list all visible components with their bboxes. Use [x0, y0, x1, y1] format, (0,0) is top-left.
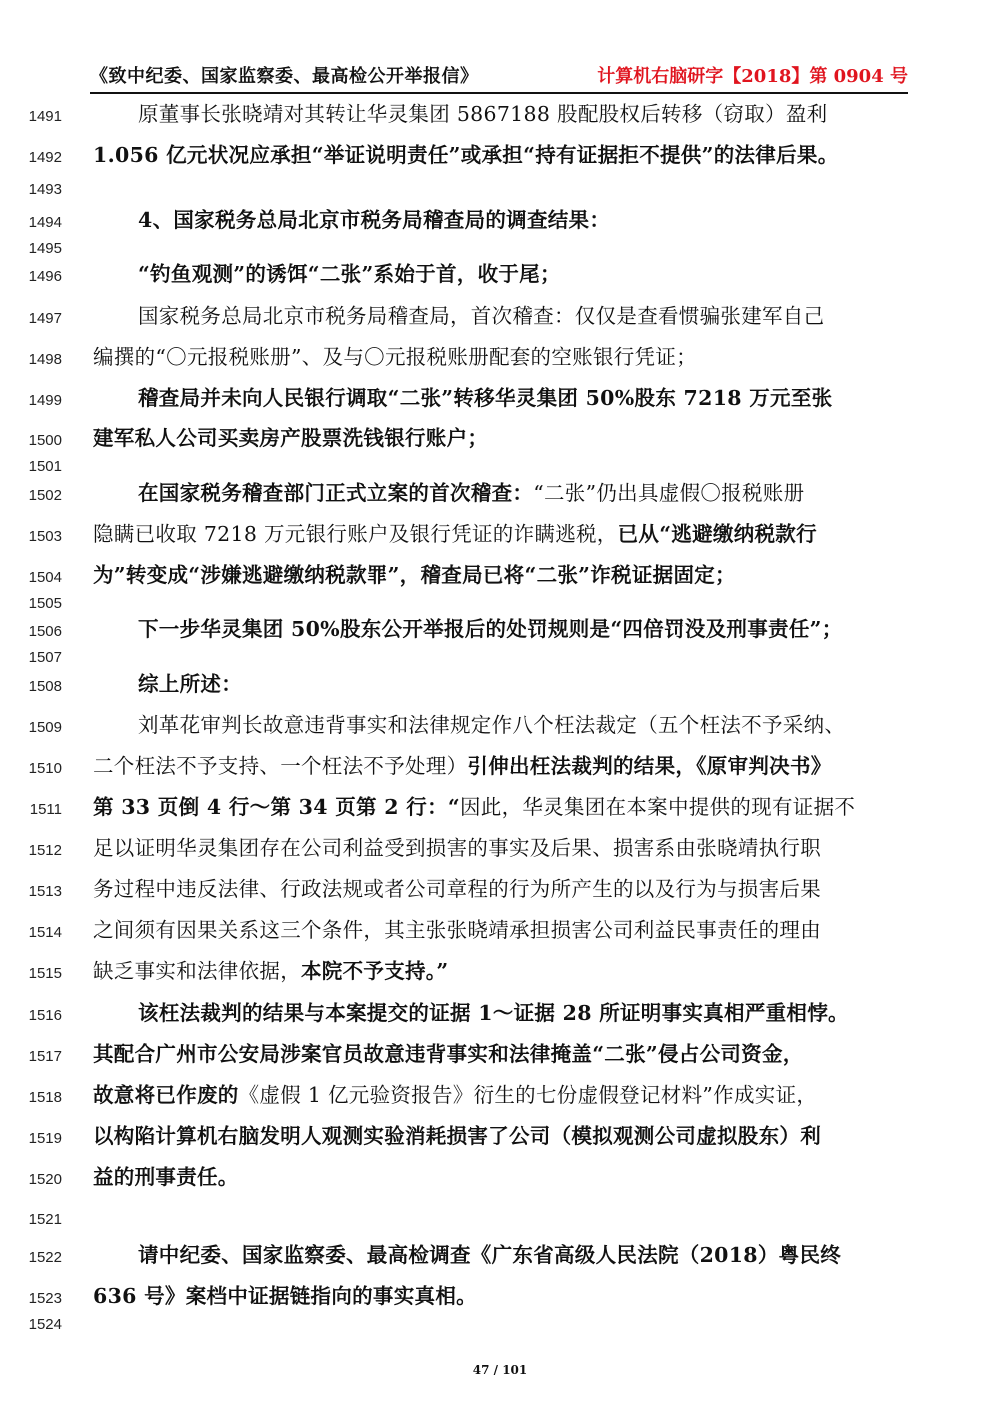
letter-title: 《致中纪委、国家监察委、最高检公开举报信》 [90, 66, 479, 87]
line-number: 1506 [28, 623, 62, 640]
text-line [93, 1080, 913, 1110]
page-number: 47 / 101 [472, 1363, 528, 1377]
text-segment: 已从“逃避缴纳税款行 [617, 522, 817, 546]
text-line: 为”转变成“涉嫌逃避缴纳税款罪”，稽查局已将“二张”诈税证据固定； [93, 563, 736, 587]
line-number: 1514 [28, 924, 62, 941]
text-segment: 引伸出枉法裁判的结果，《原审判决书》 [467, 754, 832, 778]
line-number: 1513 [28, 883, 62, 900]
text-line: 下一步华灵集团 50%股东公开举报后的处罚规则是“四倍罚没及刑事责任”； [138, 617, 843, 641]
line-number: 1495 [28, 240, 62, 257]
text-line [138, 478, 913, 508]
line-number: 1508 [28, 678, 62, 695]
text-line: 编撰的“〇元报税账册”、及与〇元报税账册配套的空账银行凭证； [93, 345, 697, 369]
text-line: 请中纪委、国家监察委、最高检调查《广东省高级人民法院（2018）粤民终 [138, 1243, 842, 1267]
text-line: 刘革花审判长故意违背事实和法律规定作八个枉法裁定（五个枉法不予采纳、 [138, 713, 846, 737]
line-number: 1493 [28, 181, 62, 198]
line-number: 1505 [28, 595, 62, 612]
text-segment: 缺乏事实和法律依据， [93, 959, 301, 983]
line-number: 1522 [28, 1249, 62, 1266]
text-line: 原董事长张晓靖对其转让华灵集团 5867188 股配股权后转移（窃取）盈利 [138, 102, 828, 126]
line-number: 1518 [28, 1089, 62, 1106]
line-number: 1520 [28, 1171, 62, 1188]
line-number: 1504 [28, 569, 62, 586]
text-line: 该枉法裁判的结果与本案提交的证据 1～证据 28 所证明事实真相严重相悖。 [138, 1001, 849, 1025]
text-line [93, 751, 913, 781]
text-line: 益的刑事责任。 [93, 1165, 239, 1189]
text-segment: 隐瞒已收取 7218 万元银行账户及银行凭证的诈瞒逃税， [93, 522, 618, 546]
line-number: 1503 [28, 528, 62, 545]
line-number: 1500 [28, 432, 62, 449]
text-line: 稽查局并未向人民银行调取“二张”转移华灵集团 50%股东 7218 万元至张 [138, 386, 833, 410]
text-segment: 本院不予支持。” [301, 959, 449, 983]
line-number: 1494 [28, 214, 62, 231]
text-segment: 故意将已作废的 [93, 1083, 239, 1107]
text-segment: 在国家税务稽查部门正式立案的首次稽查： [138, 481, 534, 505]
section-heading: 综上所述： [138, 672, 242, 696]
text-line [93, 956, 913, 986]
text-segment: 第 33 页倒 4 行～第 34 页第 2 行：“ [93, 795, 460, 819]
line-number: 1498 [28, 351, 62, 368]
document-number: 计算机右脑研字【2018】第 0904 号 [597, 66, 908, 87]
line-number: 1524 [28, 1316, 62, 1333]
text-line: 1.056 亿元状况应承担“举证说明责任”或承担“持有证据拒不提供”的法律后果。 [93, 143, 839, 167]
text-line [93, 519, 913, 549]
text-segment: 《虚假 1 亿元验资报告》衍生的七份虚假登记材料”作成实证， [238, 1083, 818, 1107]
text-line: 国家税务总局北京市税务局稽查局，首次稽查：仅仅是查看惯骗张建军自己 [138, 304, 825, 328]
line-number: 1521 [28, 1211, 62, 1228]
line-number: 1491 [28, 108, 62, 125]
line-number: 1510 [28, 760, 62, 777]
text-line: “钓鱼观测”的诱饵“二张”系始于首，收于尾； [138, 262, 561, 286]
text-line: 636 号》案档中证据链指向的事实真相。 [93, 1284, 477, 1308]
text-segment: 二个枉法不予支持、一个枉法不予处理） [93, 754, 468, 778]
line-number: 1492 [28, 149, 62, 166]
page-header [90, 62, 908, 94]
line-number: 1507 [28, 649, 62, 666]
line-number: 1501 [28, 458, 62, 475]
line-number: 1512 [28, 842, 62, 859]
line-number: 1519 [28, 1130, 62, 1147]
text-line: 建军私人公司买卖房产股票洗钱银行账户； [93, 426, 489, 450]
text-line: 其配合广州市公安局涉案官员故意违背事实和法律掩盖“二张”侵占公司资金， [93, 1042, 804, 1066]
line-number: 1523 [28, 1290, 62, 1307]
text-line [93, 792, 913, 822]
line-number: 1509 [28, 719, 62, 736]
text-line: 务过程中违反法律、行政法规或者公司章程的行为所产生的以及行为与损害后果 [93, 877, 821, 901]
line-number: 1496 [28, 268, 62, 285]
section-heading: 4、国家税务总局北京市税务局稽查局的调查结果： [138, 208, 611, 232]
text-line: 之间须有因果关系这三个条件，其主张张晓靖承担损害公司利益民事责任的理由 [93, 918, 821, 942]
line-number: 1517 [28, 1048, 62, 1065]
line-number: 1497 [28, 310, 62, 327]
text-line: 足以证明华灵集团存在公司利益受到损害的事实及后果、损害系由张晓靖执行职 [93, 836, 821, 860]
line-number: 1502 [28, 487, 62, 504]
text-segment: “二张”仍出具虚假〇报税账册 [533, 481, 805, 505]
text-segment: 因此，华灵集团在本案中提供的现有证据不 [459, 795, 856, 819]
text-line: 以构陷计算机右脑发明人观测实验消耗损害了公司（模拟观测公司虚拟股东）利 [93, 1124, 821, 1148]
line-number: 1515 [28, 965, 62, 982]
line-number: 1516 [28, 1007, 62, 1024]
line-number: 1511 [29, 801, 62, 818]
line-number: 1499 [28, 392, 62, 409]
